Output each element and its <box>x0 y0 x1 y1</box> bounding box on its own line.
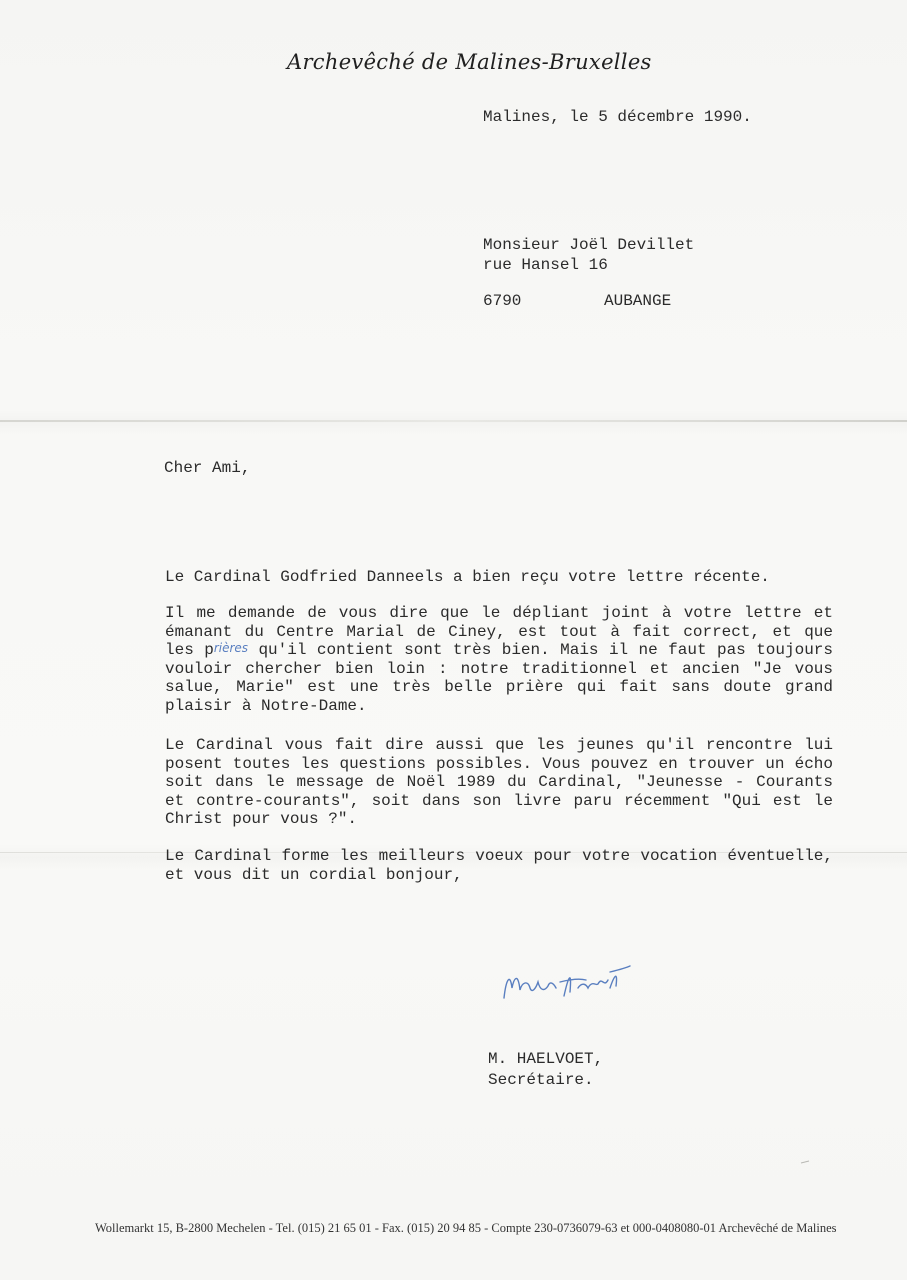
recipient-postal-code: 6790 <box>483 292 522 310</box>
salutation: Cher Ami, <box>164 459 251 477</box>
paper-mark <box>800 1160 810 1164</box>
signatory-name: M. HAELVOET, <box>488 1050 604 1068</box>
paper-fold-line <box>0 420 907 422</box>
paragraph-2-text-start: Il me demande de vous dire que le dépliant joint à votre lettre et émanant du Centre Marial de Ciney, est tout à fait correct, et que les p <box>165 604 833 660</box>
body-paragraph-1: Le Cardinal Godfried Danneels a bien reçu votre lettre récente. <box>165 568 770 586</box>
body-paragraph-4: Le Cardinal forme les meilleurs voeux pour votre vocation éventuelle, et vous dit un cordial bonjour, <box>165 847 833 884</box>
footer-address: Wollemarkt 15, B-2800 Mechelen - Tel. (015) 21 65 01 - Fax. (015) 20 94 85 - Compte 230-0736079-63 et 000-0408080-01 Archevêché de Malines <box>95 1221 837 1235</box>
signatory-title: Secrétaire. <box>488 1071 594 1089</box>
letter-date: Malines, le 5 décembre 1990. <box>483 108 752 126</box>
body-paragraph-3: Le Cardinal vous fait dire aussi que les jeunes qu'il rencontre lui posent toutes les questions possibles. Vous pouvez en trouver un écho soit dans le message de Noël 1989 du Cardinal, "Jeunesse - Courants et contre-courants", soit dans son livre paru récemment "Qui est le Christ pour vous ?". <box>165 736 833 829</box>
recipient-street: rue Hansel 16 <box>483 256 608 274</box>
paragraph-2-text-end: qu'il contient sont très bien. Mais il ne faut pas toujours vouloir chercher bien loin : notre traditionnel et ancien "Je vous salue, Marie" est une très belle prière qui fait sans doute grand plaisir à Notre-Dame. <box>165 641 834 715</box>
recipient-name: Monsieur Joël Devillet <box>483 236 695 254</box>
body-paragraph-2 <box>165 604 833 716</box>
handwritten-signature <box>498 958 638 1008</box>
handwritten-correction: rières <box>213 641 249 656</box>
letterhead: Archevêché de Malines-Bruxelles <box>287 50 652 74</box>
recipient-city: AUBANGE <box>604 292 672 310</box>
